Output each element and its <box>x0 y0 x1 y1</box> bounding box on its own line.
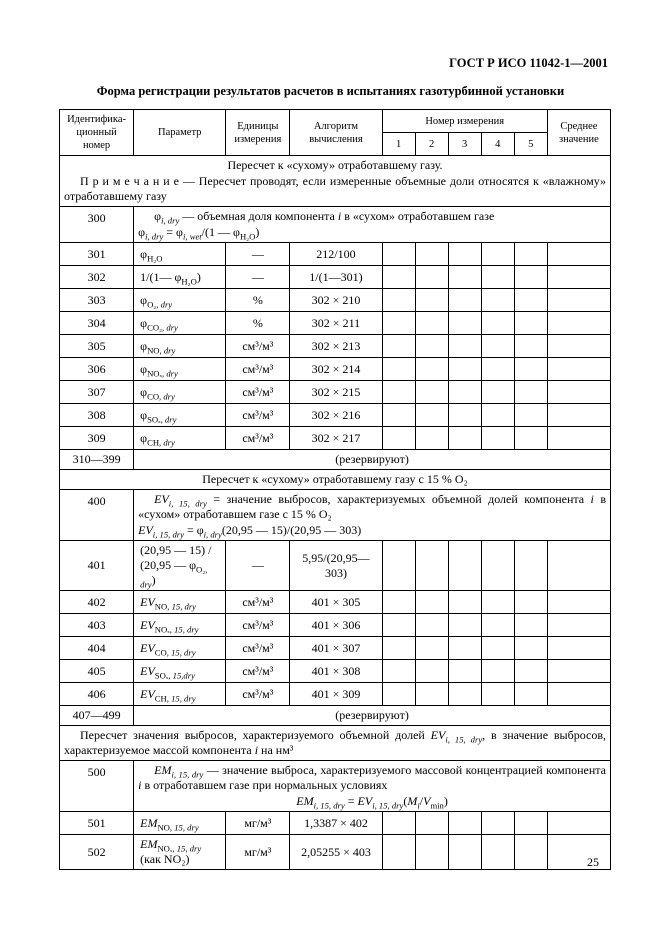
formula: $EM_{i, 15, dry} = EV_{i, 15, dry}(M_i/V_{min})$ <box>296 794 448 811</box>
units-cell: см³/м³ <box>226 614 290 637</box>
parameter-cell: $EV_{CH, 15, dry}$ <box>134 683 226 706</box>
col-header-measurement-4: 4 <box>481 133 514 156</box>
measurement-cell <box>448 660 481 683</box>
id-cell: 307 <box>60 381 134 404</box>
measurement-cell <box>382 243 415 266</box>
measurement-cell <box>415 614 448 637</box>
table-row-section <box>60 726 611 761</box>
parameter-cell: (20,95 — 15) / (20,95 — $\varphi_{O_2, dry}$) <box>134 541 226 591</box>
measurement-cell <box>382 289 415 312</box>
id-cell: 308 <box>60 404 134 427</box>
col-header-measurement-2: 2 <box>415 133 448 156</box>
id-cell: 306 <box>60 358 134 381</box>
table-row-500 <box>60 761 611 812</box>
id-cell: 502 <box>60 835 134 870</box>
average-cell <box>547 266 610 289</box>
measurement-cell <box>481 266 514 289</box>
units-cell: мг/м³ <box>226 812 290 835</box>
parameter-cell: 1/(1— $\varphi_{H_2O}$) <box>134 266 226 289</box>
reserved-cell: (резервируют) <box>134 450 611 470</box>
table-row-section <box>60 470 611 490</box>
measurement-cell <box>514 312 547 335</box>
table-row-407—499 <box>60 706 611 726</box>
measurement-cell <box>514 660 547 683</box>
section-title: Пересчет к «сухому» отработавшему газу. <box>227 158 443 173</box>
id-cell: 501 <box>60 812 134 835</box>
algorithm-cell: 401 × 309 <box>290 683 382 706</box>
standard-reference: ГОСТ Р ИСО 11042-1—2001 <box>449 56 608 70</box>
table-row-308 <box>60 404 611 427</box>
col-header-units: Единицы измерения <box>226 110 290 156</box>
table-row-405 <box>60 660 611 683</box>
results-table-container <box>59 109 611 870</box>
definition-cell <box>134 207 611 243</box>
parameter-cell: $\varphi_{SO_x, dry}$ <box>134 404 226 427</box>
parameter-cell: $\varphi_{O_2, dry}$ <box>134 289 226 312</box>
measurement-cell <box>415 404 448 427</box>
table-row-303 <box>60 289 611 312</box>
col-header-measurement-3: 3 <box>448 133 481 156</box>
measurement-cell <box>514 266 547 289</box>
measurement-cell <box>514 835 547 870</box>
measurement-cell <box>514 637 547 660</box>
table-row-310—399 <box>60 450 611 470</box>
measurement-cell <box>481 289 514 312</box>
id-cell: 405 <box>60 660 134 683</box>
measurement-cell <box>382 358 415 381</box>
parameter-cell: $EV_{CO, 15, dry}$ <box>134 637 226 660</box>
table-row-301 <box>60 243 611 266</box>
section-title: Пересчет к «сухому» отработавшему газу с 15 % O₂ <box>202 472 468 487</box>
section-cell <box>60 470 611 490</box>
measurement-cell <box>481 812 514 835</box>
measurement-cell <box>382 427 415 450</box>
measurement-cell <box>415 812 448 835</box>
section-paragraph: Пересчет значения выбросов, характеризуемого объемной долей $EV_{i, 15, dry}$, в значение выбросов, характеризуемое массой компонента i на нм³ <box>64 728 606 758</box>
measurement-cell <box>415 637 448 660</box>
table-row-401 <box>60 541 611 591</box>
measurement-cell <box>415 683 448 706</box>
table-row-305 <box>60 335 611 358</box>
measurement-cell <box>382 312 415 335</box>
units-cell: — <box>226 266 290 289</box>
measurement-cell <box>448 591 481 614</box>
id-cell: 304 <box>60 312 134 335</box>
col-header-parameter: Параметр <box>134 110 226 156</box>
id-cell: 401 <box>60 541 134 591</box>
col-header-measurement-5: 5 <box>514 133 547 156</box>
algorithm-cell: 302 × 211 <box>290 312 382 335</box>
measurement-cell <box>382 812 415 835</box>
measurement-cell <box>448 812 481 835</box>
measurement-cell <box>415 358 448 381</box>
measurement-cell <box>382 660 415 683</box>
average-cell <box>547 541 610 591</box>
measurement-cell <box>382 381 415 404</box>
parameter-cell: $\varphi_{CH, dry}$ <box>134 427 226 450</box>
units-cell: см³/м³ <box>226 637 290 660</box>
table-row-403 <box>60 614 611 637</box>
measurement-cell <box>448 614 481 637</box>
formula: $EV_{i, 15, dry} = \varphi_{i, dry}(20,95$ — 15)/(20,95 — 303) <box>138 523 362 540</box>
units-cell: мг/м³ <box>226 835 290 870</box>
table-row-302 <box>60 266 611 289</box>
measurement-cell <box>382 835 415 870</box>
average-cell <box>547 312 610 335</box>
measurement-cell <box>448 404 481 427</box>
measurement-cell <box>514 683 547 706</box>
algorithm-cell: 1,3387 × 402 <box>290 812 382 835</box>
measurement-cell <box>481 427 514 450</box>
measurement-cell <box>514 614 547 637</box>
id-cell: 303 <box>60 289 134 312</box>
measurement-cell <box>448 266 481 289</box>
parameter-cell: $\varphi_{NO_x, dry}$ <box>134 358 226 381</box>
id-cell: 402 <box>60 591 134 614</box>
table-row-406 <box>60 683 611 706</box>
col-header-measurement-group: Номер измерения <box>382 110 547 133</box>
measurement-cell <box>514 243 547 266</box>
definition-cell <box>134 490 611 541</box>
measurement-cell <box>448 312 481 335</box>
table-row-404 <box>60 637 611 660</box>
average-cell <box>547 835 610 870</box>
algorithm-cell: 302 × 217 <box>290 427 382 450</box>
section-cell <box>60 156 611 207</box>
parameter-cell: $EM_{NO_x, 15, dry}$ (как NO₂) <box>134 835 226 870</box>
average-cell <box>547 427 610 450</box>
section-cell <box>60 726 611 761</box>
parameter-cell: $\varphi_{H_2O}$ <box>134 243 226 266</box>
measurement-cell <box>481 335 514 358</box>
units-cell: см³/м³ <box>226 427 290 450</box>
id-cell: 500 <box>60 761 134 812</box>
parameter-cell: $\varphi_{NO, dry}$ <box>134 335 226 358</box>
header-row-top <box>60 110 611 133</box>
measurement-cell <box>481 243 514 266</box>
table-row-304 <box>60 312 611 335</box>
parameter-cell: $EV_{SO_x, 15,dry}$ <box>134 660 226 683</box>
id-cell: 406 <box>60 683 134 706</box>
id-cell: 309 <box>60 427 134 450</box>
algorithm-cell: 1/(1—301) <box>290 266 382 289</box>
measurement-cell <box>415 660 448 683</box>
table-row-502 <box>60 835 611 870</box>
table-row-309 <box>60 427 611 450</box>
parameter-cell: $EV_{NO, 15, dry}$ <box>134 591 226 614</box>
id-cell: 300 <box>60 207 134 243</box>
measurement-cell <box>481 358 514 381</box>
section-note: П р и м е ч а н и е — Пересчет проводят, если измеренные объемные доли относятся к «влажному» отработавшему газу <box>64 174 606 204</box>
measurement-cell <box>415 312 448 335</box>
measurement-cell <box>382 683 415 706</box>
average-cell <box>547 637 610 660</box>
definition-text: $EM_{i, 15, dry}$ — значение выброса, характеризуемого массовой концентрацией компонента i в отработавшем газе при нормальных условиях <box>138 763 606 793</box>
measurement-cell <box>415 835 448 870</box>
units-cell: % <box>226 289 290 312</box>
col-header-average: Среднее значение <box>547 110 610 156</box>
col-header-id: Идентифика- ционный номер <box>60 110 134 156</box>
table-row-300 <box>60 207 611 243</box>
reserved-cell: (резервируют) <box>134 706 611 726</box>
definition-text: $EV_{i, 15, dry}$ = значение выбросов, характеризуемых объемной долей компонента i в «сухом» отработавшем газе с 15 % O₂ <box>138 492 606 522</box>
measurement-cell <box>448 541 481 591</box>
parameter-cell: $\varphi_{CO_2, dry}$ <box>134 312 226 335</box>
algorithm-cell: 302 × 214 <box>290 358 382 381</box>
average-cell <box>547 812 610 835</box>
table-row-501 <box>60 812 611 835</box>
table-row-section <box>60 156 611 207</box>
algorithm-cell: 401 × 307 <box>290 637 382 660</box>
measurement-cell <box>481 683 514 706</box>
algorithm-cell: 302 × 210 <box>290 289 382 312</box>
measurement-cell <box>415 427 448 450</box>
measurement-cell <box>514 335 547 358</box>
measurement-cell <box>415 289 448 312</box>
average-cell <box>547 683 610 706</box>
measurement-cell <box>514 541 547 591</box>
id-cell: 407—499 <box>60 706 134 726</box>
units-cell: см³/м³ <box>226 335 290 358</box>
measurement-cell <box>514 591 547 614</box>
average-cell <box>547 404 610 427</box>
measurement-cell <box>481 381 514 404</box>
average-cell <box>547 591 610 614</box>
page-title: Форма регистрации результатов расчетов в испытаниях газотурбинной установки <box>96 84 565 98</box>
average-cell <box>547 381 610 404</box>
measurement-cell <box>448 289 481 312</box>
measurement-cell <box>481 312 514 335</box>
algorithm-cell: 401 × 305 <box>290 591 382 614</box>
measurement-cell <box>448 335 481 358</box>
average-cell <box>547 660 610 683</box>
measurement-cell <box>481 404 514 427</box>
results-table <box>59 109 611 870</box>
measurement-cell <box>448 358 481 381</box>
algorithm-cell: 401 × 306 <box>290 614 382 637</box>
units-cell: см³/м³ <box>226 660 290 683</box>
measurement-cell <box>514 812 547 835</box>
id-cell: 302 <box>60 266 134 289</box>
units-cell: % <box>226 312 290 335</box>
parameter-cell: $EV_{NO_x, 15, dry}$ <box>134 614 226 637</box>
average-cell <box>547 614 610 637</box>
id-cell: 310—399 <box>60 450 134 470</box>
measurement-cell <box>448 683 481 706</box>
measurement-cell <box>415 541 448 591</box>
measurement-cell <box>448 427 481 450</box>
algorithm-cell: 302 × 216 <box>290 404 382 427</box>
measurement-cell <box>448 243 481 266</box>
definition-text: $\varphi_{i, dry}$ — объемная доля компонента i в «сухом» отработавшем газе <box>154 209 495 226</box>
units-cell: см³/м³ <box>226 404 290 427</box>
units-cell: см³/м³ <box>226 358 290 381</box>
measurement-cell <box>382 335 415 358</box>
units-cell: см³/м³ <box>226 683 290 706</box>
measurement-cell <box>514 381 547 404</box>
average-cell <box>547 358 610 381</box>
measurement-cell <box>415 266 448 289</box>
parameter-cell: $EM_{NO, 15, dry}$ <box>134 812 226 835</box>
algorithm-cell: 302 × 213 <box>290 335 382 358</box>
id-cell: 403 <box>60 614 134 637</box>
units-cell: см³/м³ <box>226 381 290 404</box>
units-cell: — <box>226 541 290 591</box>
units-cell: — <box>226 243 290 266</box>
measurement-cell <box>415 243 448 266</box>
measurement-cell <box>382 637 415 660</box>
algorithm-cell: 401 × 308 <box>290 660 382 683</box>
measurement-cell <box>448 835 481 870</box>
measurement-cell <box>514 427 547 450</box>
algorithm-cell: 5,95/(20,95—303) <box>290 541 382 591</box>
page-number: 25 <box>587 855 599 869</box>
table-row-400 <box>60 490 611 541</box>
measurement-cell <box>514 404 547 427</box>
table-row-402 <box>60 591 611 614</box>
algorithm-cell: 212/100 <box>290 243 382 266</box>
measurement-cell <box>382 266 415 289</box>
measurement-cell <box>514 289 547 312</box>
average-cell <box>547 289 610 312</box>
measurement-cell <box>514 358 547 381</box>
algorithm-cell: 2,05255 × 403 <box>290 835 382 870</box>
measurement-cell <box>481 614 514 637</box>
measurement-cell <box>448 381 481 404</box>
algorithm-cell: 302 × 215 <box>290 381 382 404</box>
measurement-cell <box>481 637 514 660</box>
col-header-algorithm: Алгоритм вычисления <box>290 110 382 156</box>
measurement-cell <box>382 541 415 591</box>
table-row-307 <box>60 381 611 404</box>
measurement-cell <box>481 541 514 591</box>
measurement-cell <box>382 614 415 637</box>
formula: $\varphi_{i, dry} = \varphi_{i, wet}/(1$ — $\varphi_{H_2O}$) <box>138 225 260 242</box>
table-row-306 <box>60 358 611 381</box>
average-cell <box>547 243 610 266</box>
id-cell: 400 <box>60 490 134 541</box>
measurement-cell <box>481 660 514 683</box>
id-cell: 301 <box>60 243 134 266</box>
measurement-cell <box>382 591 415 614</box>
measurement-cell <box>415 591 448 614</box>
definition-cell <box>134 761 611 812</box>
measurement-cell <box>415 335 448 358</box>
average-cell <box>547 335 610 358</box>
units-cell: см³/м³ <box>226 591 290 614</box>
measurement-cell <box>448 637 481 660</box>
measurement-cell <box>382 404 415 427</box>
measurement-cell <box>415 381 448 404</box>
id-cell: 305 <box>60 335 134 358</box>
parameter-cell: $\varphi_{CO, dry}$ <box>134 381 226 404</box>
measurement-cell <box>481 591 514 614</box>
col-header-measurement-1: 1 <box>382 133 415 156</box>
measurement-cell <box>481 835 514 870</box>
id-cell: 404 <box>60 637 134 660</box>
